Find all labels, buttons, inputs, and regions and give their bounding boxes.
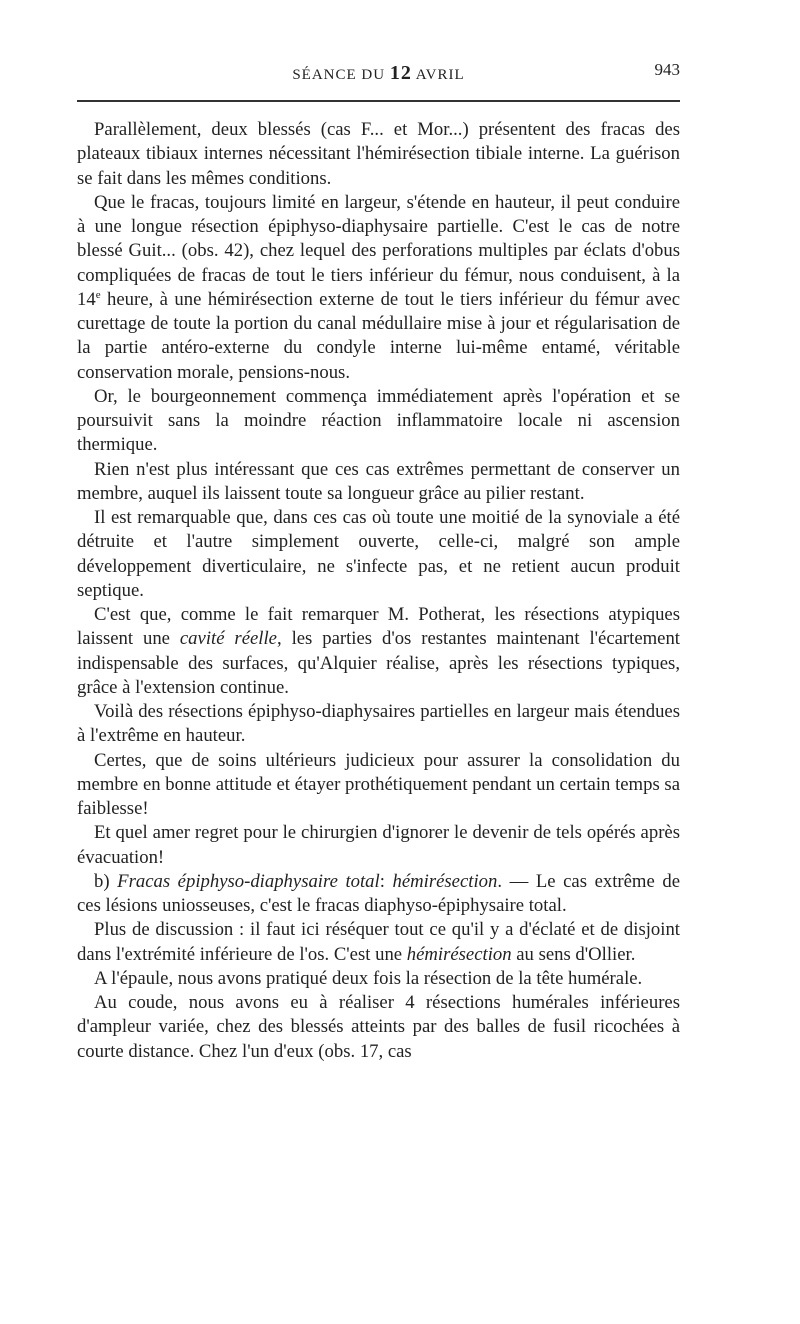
ordinal-number: 14 [77, 288, 96, 310]
paragraph: Au coude, nous avons eu à réaliser 4 résections humérales inférieures d'ampleur variée, chez des blessés atteints par des balles de fusil ricochées à courte distance. Chez l'un d'eux (obs. 17, cas [77, 992, 680, 1062]
running-title-month: AVRIL [415, 67, 465, 83]
header-rule [77, 100, 680, 102]
body-text [77, 118, 680, 1064]
paragraph: Parallèlement, deux blessés (cas F... et Mor...) présentent des fracas des plateaux tibiaux internes nécessitant l'hémirésection tibiale interne. La guérison se fait dans les mêmes conditions. [77, 119, 680, 189]
running-title-prefix: SÉANCE DU [292, 67, 386, 83]
running-header [77, 0, 680, 96]
paragraph-text: C'est que, comme le fait remarquer M. Potherat, les résections atypiques laissent une [77, 604, 680, 650]
paragraph [77, 191, 680, 385]
paragraph-text: heure, à une hémirésection externe de tout le tiers inférieur du fémur avec curettage de toute la portion du canal médullaire mise à jour et régularisation de la partie antéro-externe du condyle interne lui-même entamé, véritable conservation morale, pensions-nous. [77, 288, 680, 383]
paragraph-text: Que le fracas, toujours limité en largeur, s'étende en hauteur, il peut conduire à une longue résection épiphyso-diaphysaire partielle. C'est le cas de notre blessé Guit... (obs. 42), chez lequel des perforations multiples par éclats d'obus compliquées de fracas de tout le tiers inférieur du fémur, nous conduisent, à la [77, 191, 680, 286]
section-heading: Fracas épiphyso-diaphysaire total [117, 870, 380, 892]
paragraph: Il est remarquable que, dans ces cas où toute une moitié de la synoviale a été détruite et l'autre simplement ouverte, celle-ci, malgré son ample développement diverticulaire, ne s'infecte pas, et ne retient aucun produit septique. [77, 507, 680, 601]
emphasis: hémirésection [406, 943, 512, 965]
paragraph [77, 870, 680, 919]
document-page [77, 0, 680, 1062]
emphasis: hémirésection [392, 870, 498, 892]
paragraph: Rien n'est plus intéressant que ces cas extrêmes permettant de conserver un membre, auquel ils laissent toute sa longueur grâce au pilier restant. [77, 458, 680, 504]
paragraph: A l'épaule, nous avons pratiqué deux fois la résection de la tête humérale. [94, 967, 643, 989]
page-number: 943 [654, 60, 680, 79]
paragraph: Et quel amer regret pour le chirurgien d'ignorer le devenir de tels opérés après évacuation! [77, 822, 680, 868]
paragraph: Certes, que de soins ultérieurs judicieux pour assurer la consolidation du membre en bonne attitude et étayer prothétiquement pendant un certain temps sa faiblesse! [77, 749, 680, 819]
paragraph: Voilà des résections épiphyso-diaphysaires partielles en largeur mais étendues à l'extrême en hauteur. [77, 701, 680, 747]
paragraph-text: Plus de discussion : il faut ici réséquer tout ce qu'il y a d'éclaté et de disjoint dans l'extrémité inférieure de l'os. C'est une [77, 919, 680, 965]
punctuation: : [379, 870, 393, 892]
paragraph-text: . — Le cas extrême de ces lésions uniosseuses, c'est le fracas diaphyso-épiphysaire total. [77, 870, 680, 916]
running-title-day: 12 [389, 62, 412, 84]
emphasis: cavité réelle [179, 628, 277, 650]
paragraph-text: , les parties d'os restantes maintenant l'écartement indispensable des surfaces, qu'Alquier réalise, après les résections typiques, grâce à l'extension continue. [77, 628, 680, 698]
paragraph [77, 918, 680, 967]
paragraph: Or, le bourgeonnement commença immédiatement après l'opération et se poursuivit sans la moindre réaction inflammatoire locale ni ascension thermique. [77, 385, 680, 456]
paragraph-text: au sens d'Ollier. [511, 943, 636, 965]
running-title [77, 62, 680, 85]
paragraph [77, 603, 680, 700]
ordinal-suffix: e [95, 288, 101, 301]
list-marker: b) [94, 870, 118, 892]
